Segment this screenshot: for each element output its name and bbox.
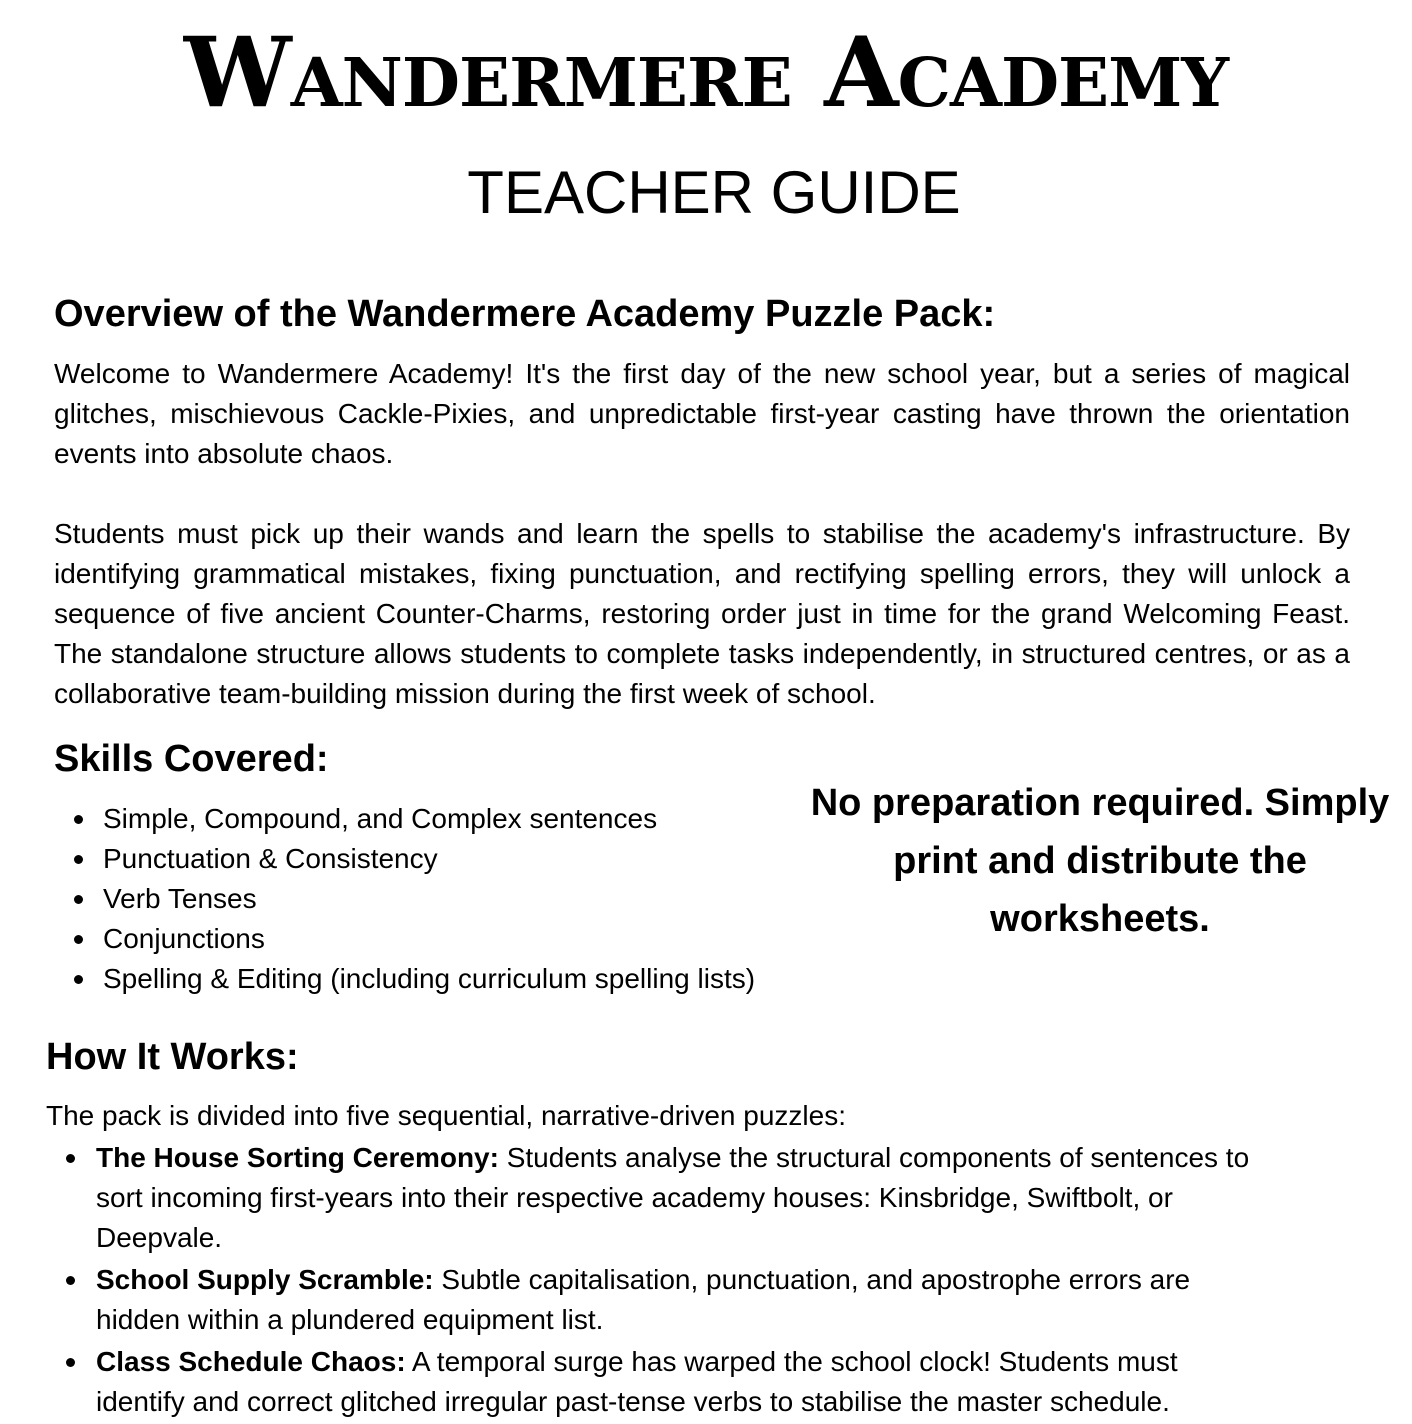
bullet-icon: [74, 975, 83, 984]
bullet-icon: [66, 1358, 75, 1367]
skill-item: [54, 799, 814, 839]
skill-item: [54, 919, 814, 959]
puzzle-item: [46, 1342, 1256, 1422]
skills-list: [54, 799, 814, 999]
how-it-works-intro: The pack is divided into five sequential, narrative-driven puzzles:: [46, 1100, 846, 1131]
bullet-icon: [74, 815, 83, 824]
skill-item-label: Verb Tenses: [103, 883, 257, 914]
puzzle-description: Subtle capitalisation, punctuation, and apostrophe errors are hidden within a plundered equipment list.: [96, 1264, 1191, 1335]
puzzle-item: [46, 1138, 1256, 1258]
skill-item-label: Spelling & Editing (including curriculum spelling lists): [103, 963, 756, 994]
skill-item: [54, 839, 814, 879]
puzzle-list: [46, 1138, 1256, 1424]
puzzle-name: School Supply Scramble:: [96, 1264, 434, 1295]
skill-item-label: Simple, Compound, and Complex sentences: [103, 803, 658, 834]
skill-item-label: Conjunctions: [103, 923, 265, 954]
overview-paragraph: Welcome to Wandermere Academy! It's the first day of the new school year, but a series of magical glitches, mischievous Cackle-Pixies, and unpredictable first-year casting have thrown the orientation events into absolute chaos.: [54, 358, 1350, 469]
puzzle-name: The House Sorting Ceremony:: [96, 1142, 499, 1173]
puzzle-description: Students analyse the structural components of sentences to sort incoming first-years into their respective academy houses: Kinsbridge, Swiftbolt, or Deepvale.: [96, 1142, 1250, 1253]
skill-item: [54, 959, 814, 999]
bullet-icon: [66, 1276, 75, 1285]
overview-paragraph: Students must pick up their wands and learn the spells to stabilise the academy's infrastructure. By identifying grammatical mistakes, fixing punctuation, and rectifying spelling errors, they will unlock a sequence of five ancient Counter-Charms, restoring order just in time for the grand Welcoming Feast. The standalone structure allows students to complete tasks independently, in structured centres, or as a collaborative team-building mission during the first week of school.: [54, 518, 1350, 709]
skills-heading: Skills Covered:: [54, 738, 329, 780]
preparation-note: No preparation required. Simply print and distribute the worksheets.: [810, 782, 1390, 940]
bullet-icon: [66, 1154, 75, 1163]
how-it-works-heading: How It Works:: [46, 1036, 299, 1078]
overview-heading: Overview of the Wandermere Academy Puzzle Pack:: [54, 293, 996, 335]
skill-item: [54, 879, 814, 919]
document-title: Wandermere Academy: [183, 16, 1229, 129]
bullet-icon: [74, 895, 83, 904]
bullet-icon: [74, 855, 83, 864]
skill-item-label: Punctuation & Consistency: [103, 843, 438, 874]
puzzle-item: [46, 1260, 1256, 1340]
document-subtitle: TEACHER GUIDE: [467, 159, 961, 226]
bullet-icon: [74, 935, 83, 944]
puzzle-description: A temporal surge has warped the school clock! Students must identify and correct glitched irregular past-tense verbs to stabilise the master schedule.: [96, 1346, 1178, 1417]
puzzle-name: Class Schedule Chaos:: [96, 1346, 406, 1377]
